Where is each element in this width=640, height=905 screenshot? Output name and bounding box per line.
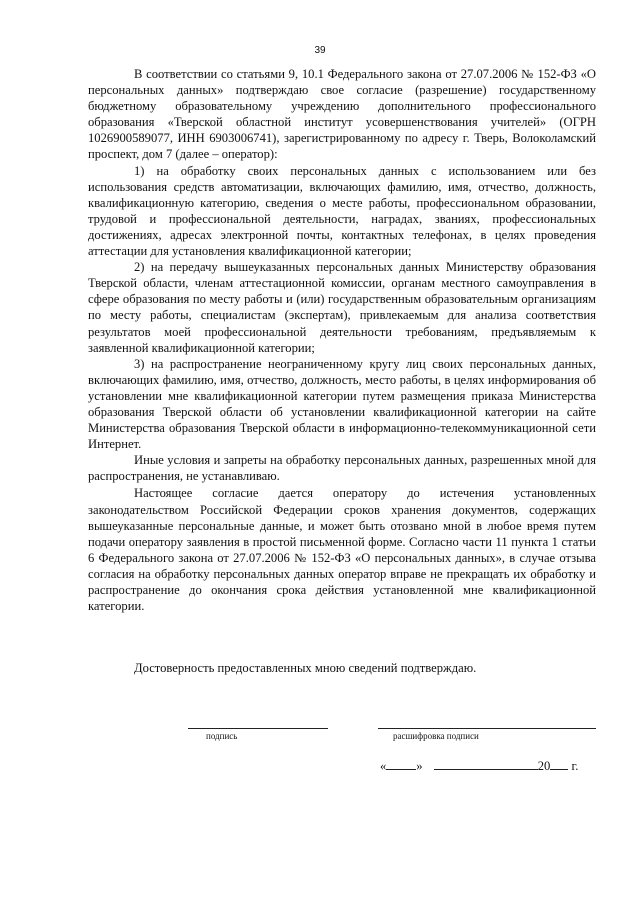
signature-caption: подпись <box>206 731 238 741</box>
page-number: 39 <box>314 45 326 56</box>
signature-decoding-line <box>378 728 596 729</box>
paragraph-item-1: 1) на обработку своих персональных данных с использованием или без использования средств автоматизации, включающих фамилию, имя, отчество, должность, квалификационную категорию, сведения о месте работы, профессиональном образовании, трудовой и профессиональной деятельности, наградах, званиях, профессиональных достижениях, адресах электронной почты, контактных телефонах, в целях проведения аттестации для установления квалификационной категории; <box>88 163 596 259</box>
month-blank <box>434 758 538 770</box>
paragraph-item-3: 3) на распространение неограниченному кругу лиц своих персональных данных, включающих фамилию, имя, отчество, должность, место работы, в целях информирования об установлении мне квалификационной категории путем размещения приказа Министерства образования Тверской области об установлении квалификационной категории на сайте Министерства образования Тверской области в информационно-телекоммуникационной сети Интернет. <box>88 356 596 452</box>
year-suffix: г. <box>571 759 579 773</box>
paragraph-intro: В соответствии со статьями 9, 10.1 Федерального закона от 27.07.2006 № 152-ФЗ «О персональных данных» подтверждаю свое согласие (разрешение) государственному бюджетному образовательному учреждению дополнительного профессионального образования «Тверской областной институт усовершенствования учителей» (ОГРН 1026900589077, ИНН 6903006741), зарегистрированному по адресу г. Тверь, Волоколамский проспект, дом 7 (далее – оператор): <box>88 67 596 162</box>
signature-decoding-caption: расшифровка подписи <box>393 731 479 741</box>
signature-line <box>188 728 328 729</box>
paragraph-validity: Настоящее согласие дается оператору до истечения установленных законодательством Российской Федерации сроков хранения документов, содержащих вышеуказанные персональные данные, и может быть отозвано мной в любое время путем подачи оператору заявления в простой письменной форме. Согласно части 11 пункта 1 статьи 6 Федерального закона от 27.07.2006 № 152-ФЗ «О персональных данных», в случае отзыва согласия на обработку персональных данных оператор вправе не прекращать их обработку и распространение до окончания срока действия установленной мне квалификационной категории. <box>88 486 596 614</box>
day-blank <box>386 758 416 770</box>
date-open-quote: « <box>380 759 387 773</box>
paragraph-item-2: 2) на передачу вышеуказанных персональных данных Министерству образования Тверской области, членам аттестационной комиссии, органам местного самоуправления в сфере образования по месту работы и (или) государственным образовательным организациям по месту работы, специалистам (экспертам), привлекаемым для анализа соответствия результатов моей профессиональной деятельности требованиям, предъявляемым к заявленной квалификационной категории; <box>88 260 596 355</box>
year-blank <box>550 758 568 770</box>
paragraph-other-conditions: Иные условия и запреты на обработку персональных данных, разрешенных мной для распространения, не устанавливаю. <box>88 453 596 484</box>
year-prefix: 20 <box>537 759 551 773</box>
date-close-quote: » <box>416 759 423 773</box>
date-line <box>380 758 578 774</box>
consent-text <box>88 66 596 614</box>
confirmation-statement: Достоверность предоставленных мною сведений подтверждаю. <box>134 661 477 675</box>
